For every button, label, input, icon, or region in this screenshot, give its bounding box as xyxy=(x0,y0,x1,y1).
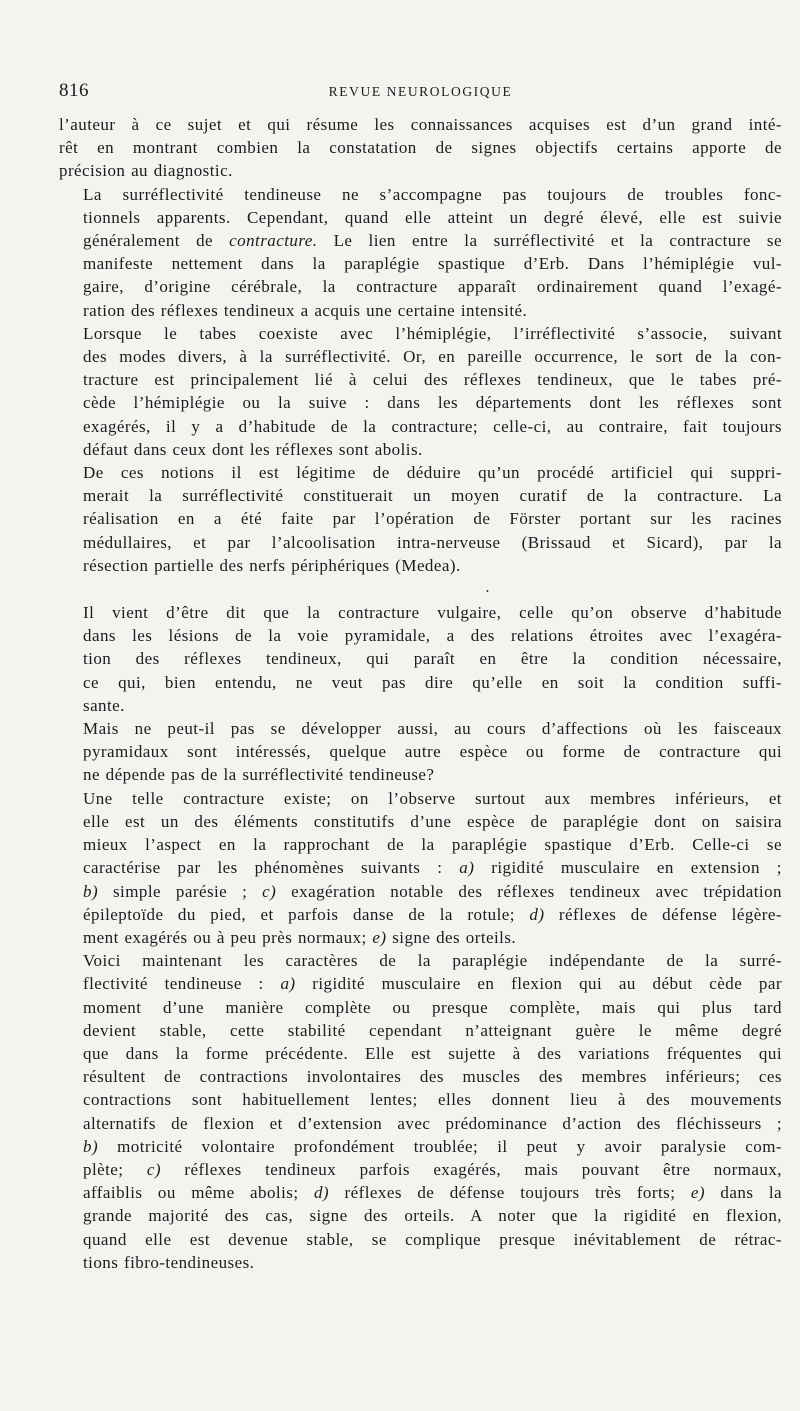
italic-text: e) xyxy=(372,927,387,947)
text-line: ration des réflexes tendineux a acquis une certaine intensité. xyxy=(83,300,528,320)
text-line: que dans la forme précédente. Elle est sujette à des variations fréquentes qui xyxy=(83,1043,782,1063)
text-line: l’auteur à ce sujet et qui résume les connaissances acquises est d’un grand inté- xyxy=(59,115,782,134)
italic-text: contracture. xyxy=(229,231,318,251)
italic-text: c) xyxy=(146,1159,161,1179)
text-line: Mais ne peut-il pas se développer aussi, au cours d’affections où les faisceaux xyxy=(83,719,782,739)
text-line: tracture est principalement lié à celui des réflexes tendineux, que le tabes pré- xyxy=(83,370,782,390)
paragraph xyxy=(59,949,782,1274)
text-line: épileptoïde du pied, et parfois danse de la rotule; d) réflexes de défense légère- xyxy=(83,904,782,924)
text-line: rêt en montrant combien la constatation de signes objectifs certains apporte de xyxy=(59,138,782,158)
text-line: flectivité tendineuse : a) rigidité musculaire en flexion qui au début cède par xyxy=(83,974,782,994)
text-line: précision au diagnostic. xyxy=(59,161,233,181)
text-line: résection partielle des nerfs périphériques (Medea). xyxy=(83,555,461,575)
text-line: réalisation en a été faite par l’opération de Förster portant sur les racines xyxy=(83,509,782,529)
text-line: devient stable, cette stabilité cependant n’atteignant guère le même degré xyxy=(83,1020,782,1040)
separator-dot: • xyxy=(486,587,489,597)
paragraph xyxy=(59,601,782,717)
italic-text: d) xyxy=(313,1183,330,1203)
italic-text: e) xyxy=(690,1183,705,1203)
text-line: gaire, d’origine cérébrale, la contracture apparaît ordinairement quand l’exagé- xyxy=(83,277,782,297)
paragraph xyxy=(59,322,782,461)
page-number: 816 xyxy=(59,80,89,101)
italic-text: b) xyxy=(83,1136,99,1156)
text-line: tion des réflexes tendineux, qui paraît en être la condition nécessaire, xyxy=(83,649,782,669)
text-line: merait la surréflectivité constituerait un moyen curatif de la contracture. La xyxy=(83,486,782,506)
italic-text: d) xyxy=(529,904,545,924)
article-body xyxy=(59,113,782,1274)
text-line: Voici maintenant les caractères de la paraplégie indépendante de la surré- xyxy=(83,951,782,971)
text-line: défaut dans ceux dont les réflexes sont abolis. xyxy=(83,439,423,459)
page-header xyxy=(59,80,782,104)
text-line: contractions sont habituellement lentes; elles donnent lieu à des mouvements xyxy=(83,1090,782,1110)
paragraph xyxy=(59,787,782,949)
text-line: cède l’hémiplégie ou la suive : dans les départements dont les réflexes sont xyxy=(83,393,782,413)
italic-text: b) xyxy=(83,881,99,901)
text-line: médullaires, et par l’alcoolisation intra-nerveuse (Brissaud et Sicard), par la xyxy=(83,532,782,552)
text-line: dans les lésions de la voie pyramidale, a des relations étroites avec l’exagéra- xyxy=(83,626,782,646)
paragraph xyxy=(59,183,782,322)
text-line: mieux l’aspect en la rapprochant de la paraplégie spastique d’Erb. Celle-ci se xyxy=(83,835,782,855)
text-line: affaiblis ou même abolis; d) réflexes de défense toujours très forts; e) dans la xyxy=(83,1183,783,1203)
text-line: moment d’une manière complète ou presque complète, mais qui plus tard xyxy=(83,997,782,1017)
text-line: tions fibro-tendineuses. xyxy=(83,1252,255,1272)
text-line: La surréflectivité tendineuse ne s’accompagne pas toujours de troubles fonc- xyxy=(83,184,782,204)
text-line: quand elle est devenue stable, se complique presque inévitablement de rétrac- xyxy=(83,1229,782,1249)
text-line: des modes divers, à la surréflectivité. Or, en pareille occurrence, le sort de la con- xyxy=(83,347,782,367)
section-separator xyxy=(59,577,782,601)
paragraph xyxy=(59,717,782,787)
text-line: plète; c) réflexes tendineux parfois exagérés, mais pouvant être normaux, xyxy=(83,1159,782,1179)
italic-text: a) xyxy=(280,974,296,994)
text-line: caractérise par les phénomènes suivants : a) rigidité musculaire en extension ; xyxy=(83,858,782,878)
running-title: REVUE NEUROLOGIQUE xyxy=(328,84,513,99)
text-line: grande majorité des cas, signe des orteils. A noter que la rigidité en flexion, xyxy=(83,1206,782,1226)
italic-text: c) xyxy=(262,881,277,901)
text-line: b) motricité volontaire profondément troublée; il peut y avoir paralysie com- xyxy=(83,1136,782,1156)
text-line: sante. xyxy=(83,695,125,715)
paragraph xyxy=(59,113,782,183)
text-line: ment exagérés ou à peu près normaux; e) signe des orteils. xyxy=(83,927,517,947)
text-line: pyramidaux sont intéressés, quelque autre espèce ou forme de contracture qui xyxy=(83,742,782,762)
text-line: Une telle contracture existe; on l’observe surtout aux membres inférieurs, et xyxy=(83,788,782,808)
text-line: De ces notions il est légitime de déduire qu’un procédé artificiel qui suppri- xyxy=(83,463,782,483)
text-line: tionnels apparents. Cependant, quand elle atteint un degré élevé, elle est suivie xyxy=(83,207,782,227)
text-line: elle est un des éléments constitutifs d’une espèce de paraplégie dont on saisira xyxy=(83,811,782,831)
text-line: ce qui, bien entendu, ne veut pas dire qu’elle en soit la condition suffi- xyxy=(83,672,782,692)
italic-text: a) xyxy=(459,858,475,878)
paragraph xyxy=(59,461,782,577)
text-line: exagérés, il y a d’habitude de la contracture; celle-ci, au contraire, fait toujours xyxy=(83,416,782,436)
text-line: Il vient d’être dit que la contracture vulgaire, celle qu’on observe d’habitude xyxy=(83,603,782,623)
text-line: résultent de contractions involontaires des muscles des membres inférieurs; ces xyxy=(83,1067,782,1087)
text-line: manifeste nettement dans la paraplégie spastique d’Erb. Dans l’hémiplégie vul- xyxy=(83,254,782,274)
text-line: Lorsque le tabes coexiste avec l’hémiplégie, l’irréflectivité s’associe, suivant xyxy=(83,323,782,343)
text-line: alternatifs de flexion et d’extension avec prédominance d’action des fléchisseurs ; xyxy=(83,1113,782,1133)
text-line: b) simple parésie ; c) exagération notable des réflexes tendineux avec trépidation xyxy=(83,881,783,901)
text-line: généralement de contracture. Le lien entre la surréflectivité et la contracture se xyxy=(83,231,782,251)
text-line: ne dépende pas de la surréflectivité tendineuse? xyxy=(83,765,435,785)
